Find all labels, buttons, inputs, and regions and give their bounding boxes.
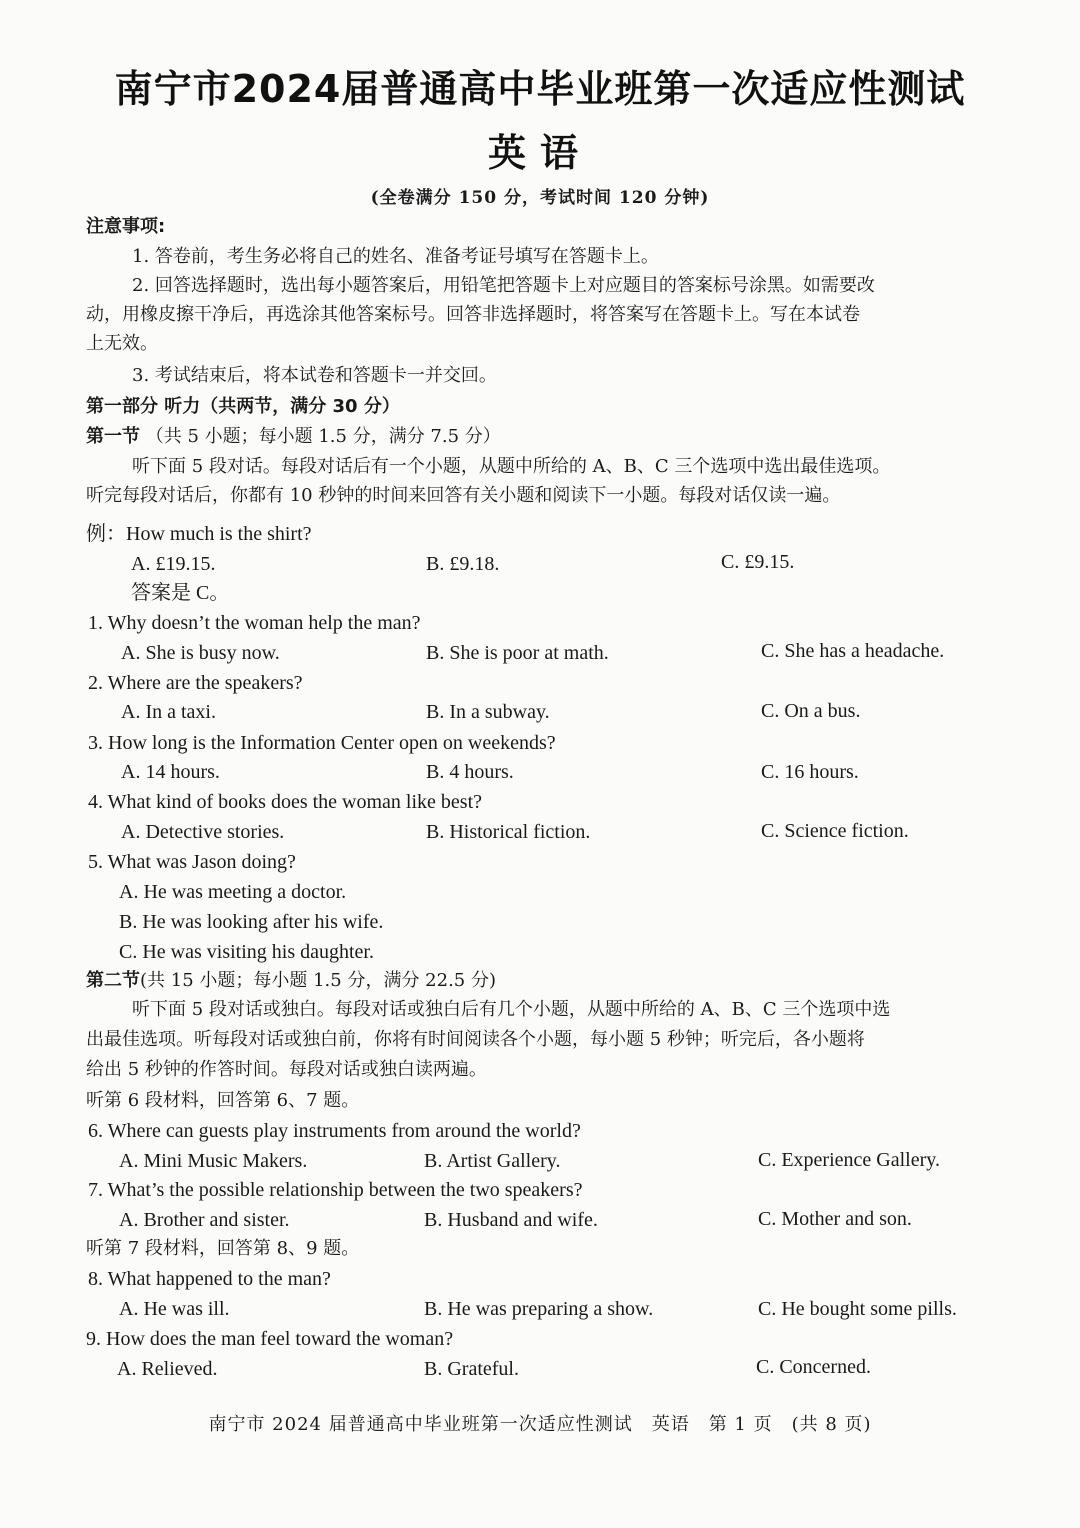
question-9-option-a: A. Relieved. <box>117 1358 218 1380</box>
section2-intro-end: 给出 5 秒钟的作答时间。每段对话或独白读两遍。 <box>86 1059 487 1080</box>
notice-heading: 注意事项: <box>86 216 166 237</box>
question-5-option-b: B. He was looking after his wife. <box>119 911 384 933</box>
question-9: 9. How does the man feel toward the woman? <box>86 1328 454 1350</box>
page-footer: 南宁市 2024 届普通高中毕业班第一次适应性测试 英语 第 1 页 (共 8 页) <box>208 1414 872 1435</box>
question-5-option-a: A. He was meeting a doctor. <box>119 881 347 903</box>
material-7-instruction: 听第 7 段材料，回答第 8、9 题。 <box>86 1238 360 1259</box>
question-5-option-c: C. He was visiting his daughter. <box>119 941 374 963</box>
notice-item-1: 1. 答卷前，考生务必将自己的姓名、准备考证号填写在答题卡上。 <box>132 246 659 267</box>
question-9-option-b: B. Grateful. <box>424 1358 519 1380</box>
example-answer: 答案是 C。 <box>131 582 230 604</box>
part1-heading: 第一部分 听力（共两节，满分 30 分） <box>86 396 400 417</box>
question-4-option-b: B. Historical fiction. <box>426 821 591 843</box>
section2-intro: 听下面 5 段对话或独白。每段对话或独白后有几个小题，从题中所给的 A、B、C 三个选项中选 <box>132 999 891 1020</box>
question-4-option-c: C. Science fiction. <box>761 820 909 842</box>
example-option-c: C. £9.15. <box>721 551 795 573</box>
section2-heading: 第二节 <box>86 970 140 991</box>
question-8-option-c: C. He bought some pills. <box>758 1298 957 1320</box>
question-3-option-b: B. 4 hours. <box>426 761 514 783</box>
section2-intro-cont: 出最佳选项。听每段对话或独白前，你将有时间阅读各个小题，每小题 5 秒钟；听完后，各小题将 <box>86 1029 865 1050</box>
question-7-option-a: A. Brother and sister. <box>119 1209 290 1231</box>
question-4-option-a: A. Detective stories. <box>121 821 285 843</box>
section1-heading: 第一节 <box>86 426 140 447</box>
question-4: 4. What kind of books does the woman like best? <box>88 791 483 813</box>
question-3-option-a: A. 14 hours. <box>121 761 220 783</box>
question-8-option-b: B. He was preparing a show. <box>424 1298 654 1320</box>
question-1-option-b: B. She is poor at math. <box>426 642 609 664</box>
question-2: 2. Where are the speakers? <box>88 672 303 694</box>
section1-intro-cont: 听完每段对话后，你都有 10 秒钟的时间来回答有关小题和阅读下一小题。每段对话仅读一遍。 <box>86 485 841 506</box>
example-option-b: B. £9.18. <box>426 553 500 575</box>
question-9-option-c: C. Concerned. <box>756 1356 871 1378</box>
question-2-option-a: A. In a taxi. <box>121 701 216 723</box>
question-1: 1. Why doesn’t the woman help the man? <box>88 612 421 634</box>
notice-item-3: 3. 考试结束后，将本试卷和答题卡一并交回。 <box>132 365 497 386</box>
section1-info: （共 5 小题；每小题 1.5 分，满分 7.5 分） <box>145 426 501 447</box>
question-8-option-a: A. He was ill. <box>119 1298 230 1320</box>
section1-intro: 听下面 5 段对话。每段对话后有一个小题，从题中所给的 A、B、C 三个选项中选出最佳选项。 <box>132 456 891 477</box>
question-1-option-c: C. She has a headache. <box>761 640 945 662</box>
question-8: 8. What happened to the man? <box>88 1268 331 1290</box>
question-3: 3. How long is the Information Center open on weekends? <box>88 732 556 754</box>
notice-item-2-cont: 动，用橡皮擦干净后，再选涂其他答案标号。回答非选择题时，将答案写在答题卡上。写在本试卷 <box>86 304 860 325</box>
question-7: 7. What’s the possible relationship between the two speakers? <box>88 1179 583 1201</box>
question-6-option-c: C. Experience Gallery. <box>758 1149 940 1171</box>
question-6-option-a: A. Mini Music Makers. <box>119 1150 308 1172</box>
question-1-option-a: A. She is busy now. <box>121 642 280 664</box>
exam-meta: (全卷满分 150 分，考试时间 120 分钟) <box>370 188 710 208</box>
question-6: 6. Where can guests play instruments from around the world? <box>88 1120 581 1142</box>
question-6-option-b: B. Artist Gallery. <box>424 1150 561 1172</box>
question-5: 5. What was Jason doing? <box>88 851 296 873</box>
section2-info: (共 15 小题；每小题 1.5 分，满分 22.5 分) <box>140 970 496 991</box>
question-2-option-b: B. In a subway. <box>426 701 550 723</box>
question-2-option-c: C. On a bus. <box>761 700 861 722</box>
exam-title: 南宁市2024届普通高中毕业班第一次适应性测试 <box>114 67 966 111</box>
notice-item-2: 2. 回答选择题时，选出每小题答案后，用铅笔把答题卡上对应题目的答案标号涂黑。如需要改 <box>132 275 875 296</box>
section2-header <box>86 966 1006 996</box>
material-6-instruction: 听第 6 段材料，回答第 6、7 题。 <box>86 1090 360 1111</box>
notice-item-2-end: 上无效。 <box>86 333 158 354</box>
question-3-option-c: C. 16 hours. <box>761 761 859 783</box>
example-option-a: A. £19.15. <box>131 553 216 575</box>
section1-header <box>86 422 1006 452</box>
question-7-option-b: B. Husband and wife. <box>424 1209 598 1231</box>
question-7-option-c: C. Mother and son. <box>758 1208 912 1230</box>
example-question: 例：How much is the shirt? <box>86 523 312 545</box>
subject-title: 英语 <box>487 131 592 175</box>
